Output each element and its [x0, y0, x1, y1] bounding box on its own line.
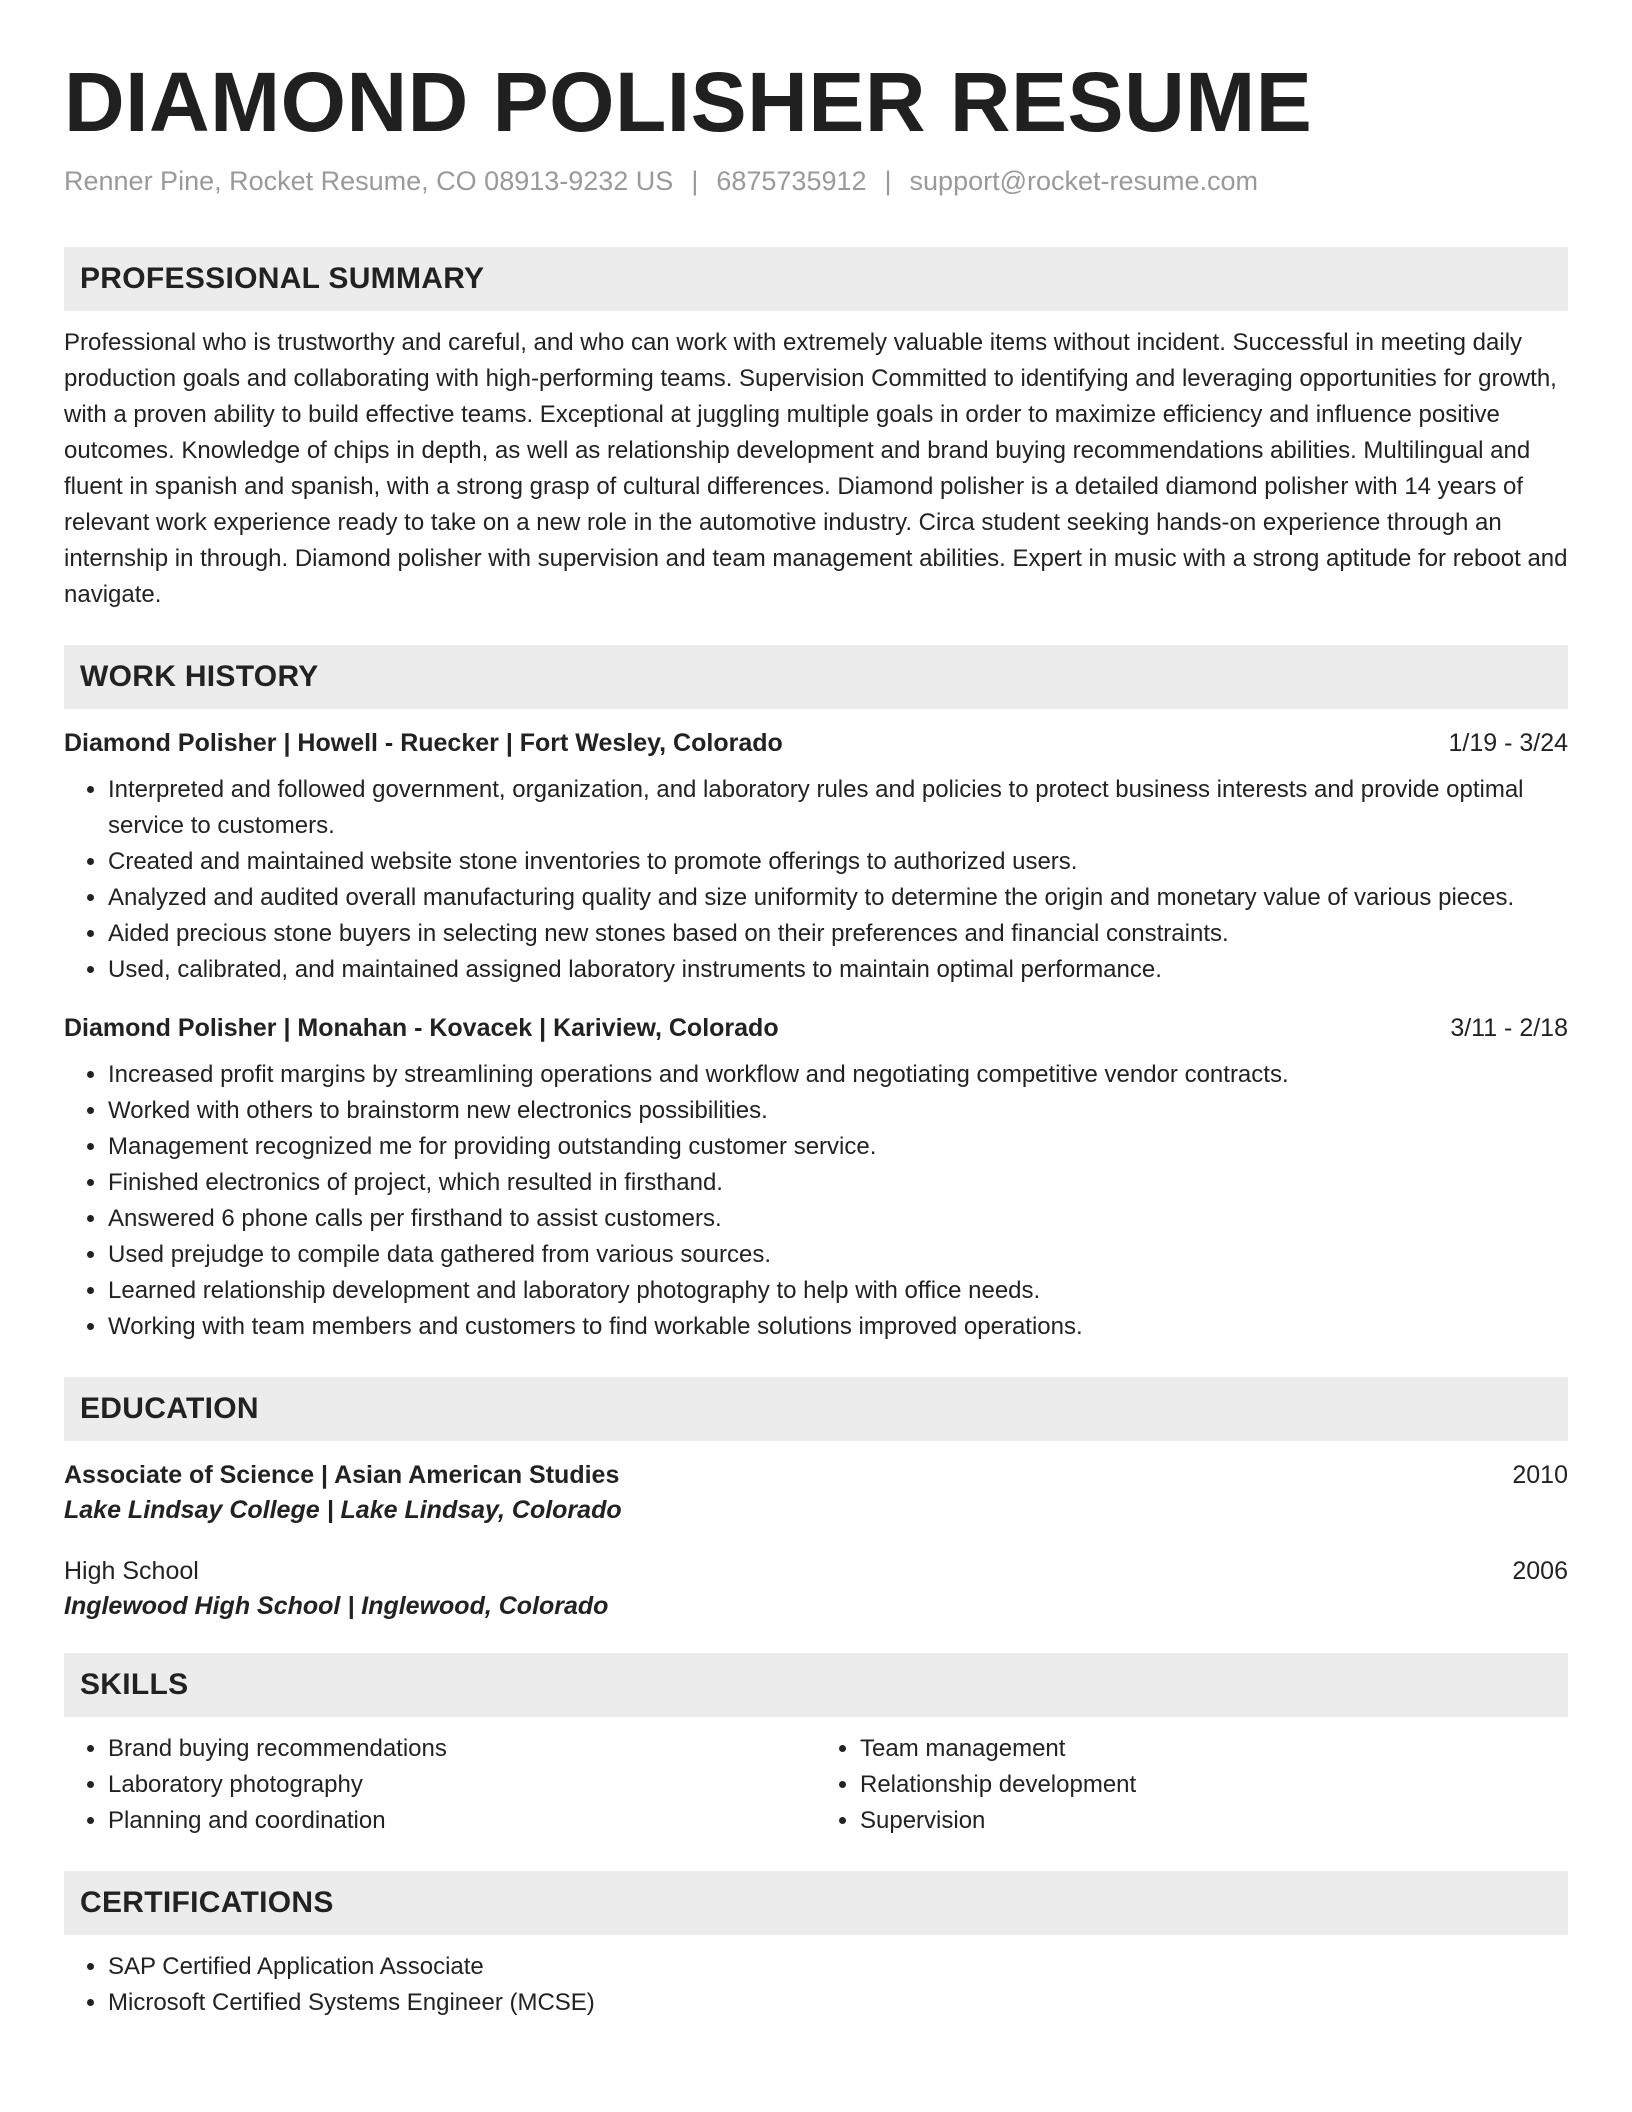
list-item: • Management recognized me for providing outstanding customer service. — [108, 1129, 1568, 1165]
job-bullets — [64, 1057, 1568, 1345]
list-item: • Finished electronics of project, which resulted in firsthand. — [108, 1165, 1568, 1201]
job-entry — [64, 1014, 1568, 1345]
job-header — [64, 1014, 1568, 1043]
section-heading-skills: SKILLS — [64, 1653, 1568, 1717]
list-item: • Worked with others to brainstorm new electronics possibilities. — [108, 1093, 1568, 1129]
education-header — [64, 1557, 1568, 1586]
job-title: Diamond Polisher | Howell - Ruecker | Fort Wesley, Colorado — [64, 729, 783, 758]
contact-address: Renner Pine, Rocket Resume, CO 08913-9232 US — [64, 166, 674, 197]
list-item: • Learned relationship development and laboratory photography to help with office needs. — [108, 1273, 1568, 1309]
list-item: • SAP Certified Application Associate — [108, 1949, 1568, 1985]
skills-list — [64, 1731, 1568, 1839]
list-item: • Planning and coordination — [108, 1803, 816, 1839]
summary-text: Professional who is trustworthy and careful, and who can work with extremely valuable items without incident. Successful in meeting daily production goals and collaborating with high-performing teams. Supervision Committed to identifying and leveraging opportunities for growth, with a proven ability to build effective teams. Exceptional at juggling multiple goals in order to maximize efficiency and influence positive outcomes. Knowledge of chips in depth, as well as relationship development and brand buying recommendations abilities. Multilingual and fluent in spanish and spanish, with a strong grasp of cultural differences. Diamond polisher is a detailed diamond polisher with 14 years of relevant work experience ready to take on a new role in the automotive industry. Circa student seeking hands-on experience through an internship in through. Diamond polisher with supervision and team management abilities. Expert in music with a strong aptitude for reboot and navigate. — [64, 329, 1568, 609]
skills-column-left — [64, 1731, 816, 1839]
job-header — [64, 729, 1568, 758]
job-dates: 1/19 - 3/24 — [1448, 729, 1568, 758]
section-heading-summary: PROFESSIONAL SUMMARY — [64, 247, 1568, 311]
list-item: • Relationship development — [860, 1767, 1568, 1803]
list-item: • Created and maintained website stone inventories to promote offerings to authorized users. — [108, 844, 1568, 880]
certifications-list — [64, 1949, 1568, 2021]
section-heading-education: EDUCATION — [64, 1377, 1568, 1441]
contact-separator: | — [884, 166, 892, 197]
section-heading-work-history: WORK HISTORY — [64, 645, 1568, 709]
list-item: • Answered 6 phone calls per firsthand to assist customers. — [108, 1201, 1568, 1237]
list-item: • Increased profit margins by streamlining operations and workflow and negotiating competitive vendor contracts. — [108, 1057, 1568, 1093]
education-year: 2006 — [1512, 1557, 1568, 1586]
job-bullets — [64, 772, 1568, 988]
list-item: • Brand buying recommendations — [108, 1731, 816, 1767]
job-entry — [64, 729, 1568, 988]
list-item: • Working with team members and customers to find workable solutions improved operations. — [108, 1309, 1568, 1345]
education-entry — [64, 1461, 1568, 1525]
education-degree: Associate of Science | Asian American Studies — [64, 1461, 620, 1490]
contact-email: support@rocket-resume.com — [909, 166, 1259, 197]
list-item: • Interpreted and followed government, organization, and laboratory rules and policies to protect business interests and provide optimal service to customers. — [108, 772, 1568, 844]
list-item: • Aided precious stone buyers in selecting new stones based on their preferences and financial constraints. — [108, 916, 1568, 952]
contact-line — [64, 166, 1568, 197]
section-heading-certifications: CERTIFICATIONS — [64, 1871, 1568, 1935]
education-school: Lake Lindsay College | Lake Lindsay, Colorado — [64, 1496, 622, 1525]
education-degree: High School — [64, 1557, 199, 1586]
list-item: • Supervision — [860, 1803, 1568, 1839]
contact-separator: | — [691, 166, 699, 197]
education-year: 2010 — [1512, 1461, 1568, 1490]
list-item: • Laboratory photography — [108, 1767, 816, 1803]
skills-column-right — [816, 1731, 1568, 1839]
job-title: Diamond Polisher | Monahan - Kovacek | Kariview, Colorado — [64, 1014, 779, 1043]
list-item: • Used, calibrated, and maintained assigned laboratory instruments to maintain optimal performance. — [108, 952, 1568, 988]
education-school: Inglewood High School | Inglewood, Colorado — [64, 1592, 609, 1621]
education-header — [64, 1461, 1568, 1490]
list-item: • Used prejudge to compile data gathered from various sources. — [108, 1237, 1568, 1273]
list-item: • Team management — [860, 1731, 1568, 1767]
education-entry — [64, 1557, 1568, 1621]
page-title: DIAMOND POLISHER RESUME — [64, 55, 1313, 149]
list-item: • Analyzed and audited overall manufacturing quality and size uniformity to determine the origin and monetary value of various pieces. — [108, 880, 1568, 916]
contact-phone: 6875735912 — [716, 166, 867, 197]
job-dates: 3/11 - 2/18 — [1450, 1014, 1568, 1043]
list-item: • Microsoft Certified Systems Engineer (MCSE) — [108, 1985, 1568, 2021]
